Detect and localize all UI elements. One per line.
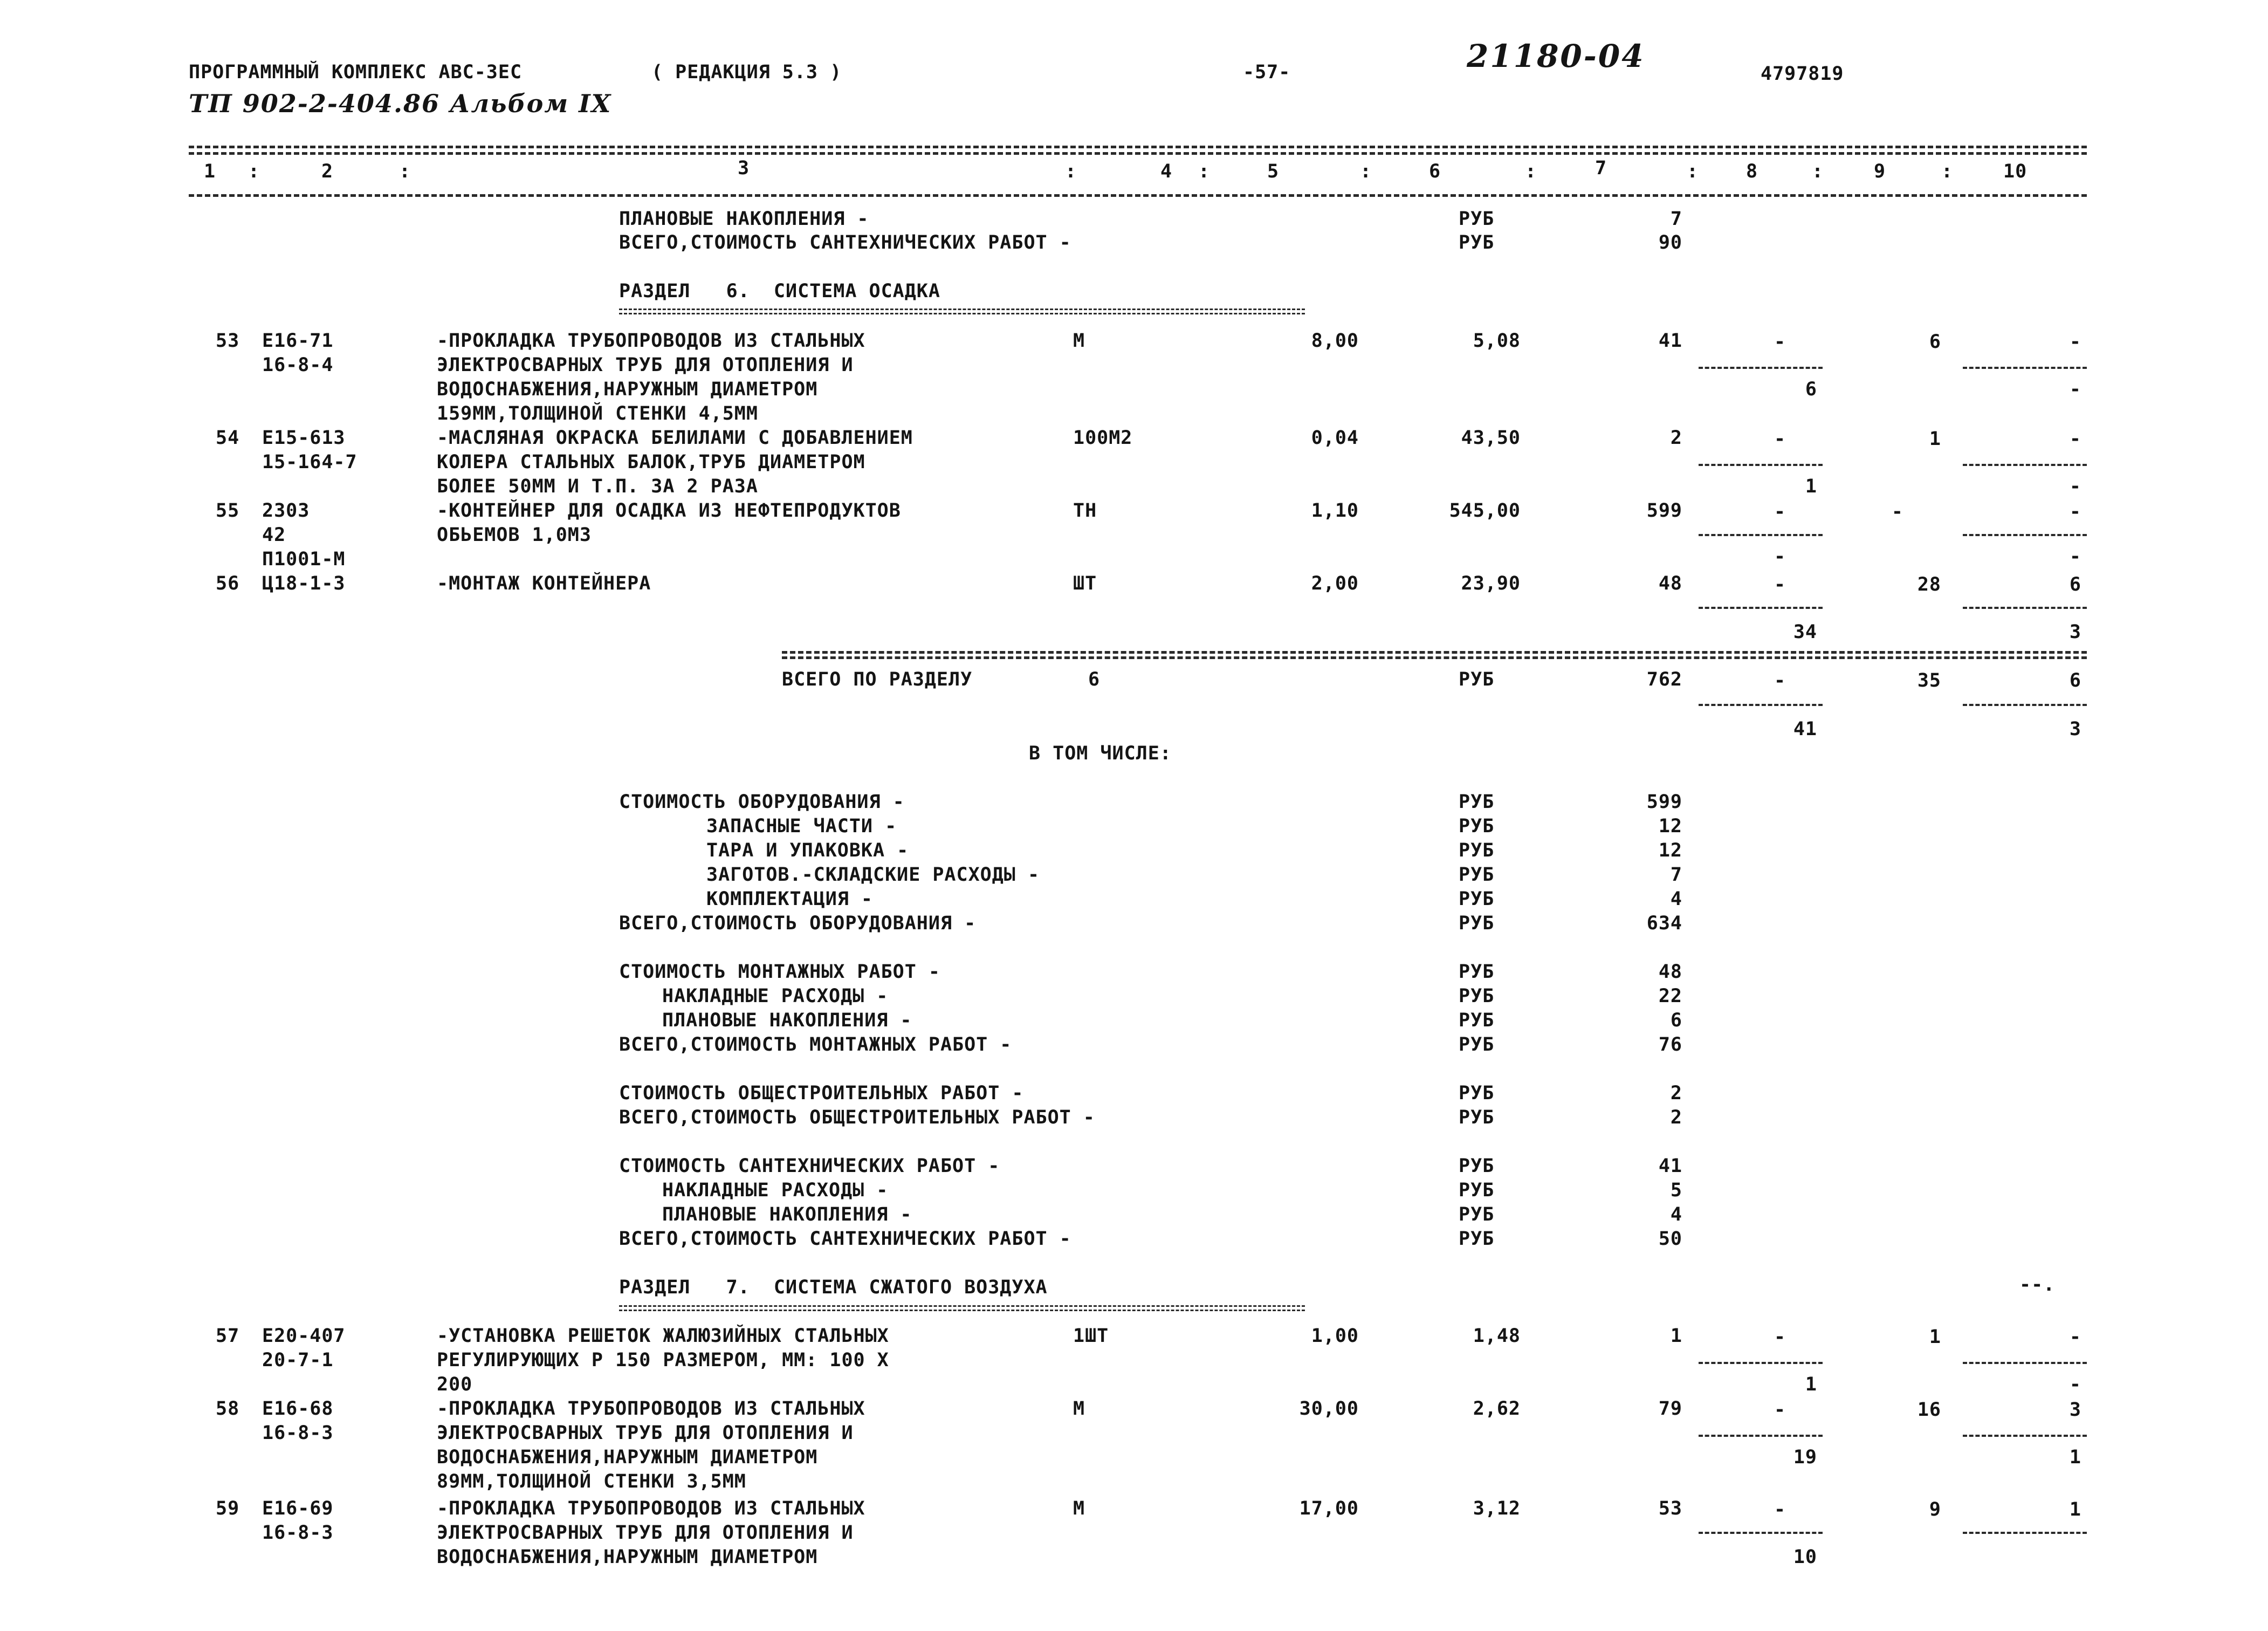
fraction-line [1963,1362,2087,1364]
section-total-value: 762 [1646,669,1682,690]
breakdown-label: НАКЛАДНЫЕ РАСХОДЫ - [662,985,889,1007]
col-sep: : [1065,161,1077,182]
c8-bot: 19 [1793,1447,1817,1468]
top-rule-2 [189,152,2087,155]
row-desc-line: ЭЛЕКТРОСВАРНЫХ ТРУБ ДЛЯ ОТОПЛЕНИЯ И [437,1422,854,1444]
row-ref: 15-164-7 [262,451,358,473]
row-code: Е15-613 [262,427,346,449]
breakdown-label: КОМПЛЕКТАЦИЯ - [706,888,874,910]
section-7-underline-2 [619,1310,1305,1311]
row-price: 43,50 [1461,427,1521,449]
carry-total-label: ВСЕГО,СТОИМОСТЬ САНТЕХНИЧЕСКИХ РАБОТ - [619,232,1071,253]
row-ref: П1001-М [262,549,346,570]
breakdown-value: 6 [1670,1010,1682,1031]
row-desc-line: -УСТАНОВКА РЕШЕТОК ЖАЛЮЗИЙНЫХ СТАЛЬНЫХ [437,1325,889,1347]
section-total-rule [782,651,2087,654]
row-qty: 17,00 [1299,1498,1359,1519]
c9: 9 [1929,1499,1941,1520]
col-sep: : [248,161,260,182]
row-desc-line: ОБЬЕМОВ 1,0М3 [437,524,592,546]
c10-bot: - [2069,379,2081,400]
breakdown-label: СТОИМОСТЬ ОБЩЕСТРОИТЕЛЬНЫХ РАБОТ - [619,1082,1024,1104]
row-total: 79 [1658,1398,1682,1420]
breakdown-label: СТОИМОСТЬ ОБОРУДОВАНИЯ - [619,791,905,813]
breakdown-label: ЗАГОТОВ.-СКЛАДСКИЕ РАСХОДЫ - [706,864,1040,886]
row-total: 599 [1646,500,1682,522]
row-ref: 16-8-4 [262,354,334,376]
row-total: 1 [1670,1325,1682,1347]
row-number: 56 [216,573,240,594]
row-number: 54 [216,427,240,449]
section-total-c9: 35 [1917,670,1941,691]
breakdown-label: СТОИМОСТЬ САНТЕХНИЧЕСКИХ РАБОТ - [619,1155,1000,1177]
breakdown-label: НАКЛАДНЫЕ РАСХОДЫ - [662,1180,889,1201]
fraction-line [1699,367,1823,369]
col-sep: : [399,161,411,182]
breakdown-value: 2 [1670,1107,1682,1128]
carry-total-value: 90 [1658,232,1682,253]
c10-top: - [2069,331,2081,353]
row-desc-line: -КОНТЕЙНЕР ДЛЯ ОСАДКА ИЗ НЕФТЕПРОДУКТОВ [437,500,901,522]
row-unit: 100М2 [1073,427,1133,449]
col-5: 5 [1267,161,1280,182]
fraction-line [1699,607,1823,609]
breakdown-unit: РУБ [1459,1107,1495,1128]
c8-bot: 10 [1793,1546,1817,1568]
fraction-line [1699,1362,1823,1364]
col-9: 9 [1874,161,1886,182]
breakdown-label: ПЛАНОВЫЕ НАКОПЛЕНИЯ - [662,1010,912,1031]
col-7: 7 [1595,157,1607,179]
c10-top: 3 [2069,1399,2081,1421]
breakdown-value: 50 [1658,1228,1682,1250]
breakdown-value: 4 [1670,1204,1682,1225]
row-price: 23,90 [1461,573,1521,594]
handwritten-code: 21180-04 [1467,38,1645,74]
breakdown-label: СТОИМОСТЬ МОНТАЖНЫХ РАБОТ - [619,961,940,983]
row-desc-line: 89ММ,ТОЛЩИНОЙ СТЕНКИ 3,5ММ [437,1471,746,1492]
c8-top: - [1774,428,1786,450]
c8-bot: - [1774,546,1786,567]
section-total-c8-top: - [1774,670,1786,691]
row-desc-line: -ПРОКЛАДКА ТРУБОПРОВОДОВ ИЗ СТАЛЬНЫХ [437,1398,865,1420]
row-unit: М [1073,1498,1085,1519]
section-total-label: ВСЕГО ПО РАЗДЕЛУ [782,669,973,690]
row-number: 53 [216,330,240,352]
row-desc-line: ВОДОСНАБЖЕНИЯ,НАРУЖНЫМ ДИАМЕТРОМ [437,1447,818,1468]
margin-mark: --. [2019,1274,2056,1296]
section-total-c10-top: 6 [2069,670,2081,691]
breakdown-unit: РУБ [1459,913,1495,934]
page-number: -57- [1243,61,1291,83]
breakdown-unit: РУБ [1459,1180,1495,1201]
top-rule [189,146,2087,148]
breakdown-unit: РУБ [1459,888,1495,910]
breakdown-value: 599 [1646,791,1682,813]
col-sep: : [1812,161,1824,182]
row-ref: 16-8-3 [262,1422,334,1444]
row-unit: ШТ [1073,573,1097,594]
header-bottom-rule [189,194,2087,197]
col-8: 8 [1746,161,1758,182]
breakdown-unit: РУБ [1459,1228,1495,1250]
col-6: 6 [1429,161,1441,182]
section-7-underline [619,1305,1305,1307]
fraction-line [1963,704,2087,706]
row-code: Ц18-1-3 [262,573,346,594]
row-total: 48 [1658,573,1682,594]
including-heading: В ТОМ ЧИСЛЕ: [1029,743,1172,764]
row-code: Е16-69 [262,1498,334,1519]
row-number: 58 [216,1398,240,1420]
col-sep: : [1198,161,1211,182]
row-qty: 1,10 [1311,500,1359,522]
col-sep: : [1525,161,1537,182]
fraction-line [1963,464,2087,466]
breakdown-label: ВСЕГО,СТОИМОСТЬ МОНТАЖНЫХ РАБОТ - [619,1034,1012,1056]
c8-top: - [1774,1399,1786,1421]
c9: 1 [1929,428,1941,450]
section-total-c10-bot: 3 [2069,718,2081,740]
breakdown-unit: РУБ [1459,1155,1495,1177]
section-7-title: РАЗДЕЛ 7. СИСТЕМА СЖАТОГО ВОЗДУХА [619,1277,1048,1298]
breakdown-value: 634 [1646,913,1682,934]
program-title: ПРОГРАММНЫЙ КОМПЛЕКС АВС-3ЕС [189,61,523,83]
row-desc-line: -ПРОКЛАДКА ТРУБОПРОВОДОВ ИЗ СТАЛЬНЫХ [437,330,865,352]
c10-top: - [2069,1326,2081,1348]
section-total-unit: РУБ [1459,669,1495,690]
row-code: Е16-71 [262,330,334,352]
col-10: 10 [2003,161,2028,182]
breakdown-unit: РУБ [1459,1010,1495,1031]
c8-top: - [1774,574,1786,595]
row-unit: ТН [1073,500,1097,522]
row-code: Е16-68 [262,1398,334,1420]
row-number: 59 [216,1498,240,1519]
breakdown-value: 48 [1658,961,1682,983]
breakdown-value: 4 [1670,888,1682,910]
row-qty: 0,04 [1311,427,1359,449]
row-qty: 30,00 [1299,1398,1359,1420]
breakdown-label: ВСЕГО,СТОИМОСТЬ САНТЕХНИЧЕСКИХ РАБОТ - [619,1228,1071,1250]
handwritten-album: ТП 902-2-404.86 Альбом IX [189,89,612,118]
row-desc-line: ВОДОСНАБЖЕНИЯ,НАРУЖНЫМ ДИАМЕТРОМ [437,379,818,400]
carry-planned-unit: РУБ [1459,208,1495,230]
breakdown-value: 2 [1670,1082,1682,1104]
fraction-line [1699,534,1823,536]
row-unit: М [1073,330,1085,352]
c9: 28 [1917,574,1941,595]
breakdown-label: ПЛАНОВЫЕ НАКОПЛЕНИЯ - [662,1204,912,1225]
fraction-line [1963,607,2087,609]
row-code: 2303 [262,500,310,522]
doc-number: 4797819 [1761,63,1844,85]
row-unit: 1ШТ [1073,1325,1109,1347]
col-1: 1 [204,161,216,182]
carry-total-unit: РУБ [1459,232,1495,253]
breakdown-value: 5 [1670,1180,1682,1201]
c10-top: - [2069,428,2081,450]
fraction-line [1963,1532,2087,1534]
fraction-line [1963,367,2087,369]
section-6-underline-2 [619,313,1305,314]
c8-top: - [1774,1326,1786,1348]
c10-bot: 3 [2069,621,2081,643]
row-desc-line: 159ММ,ТОЛЩИНОЙ СТЕНКИ 4,5ММ [437,403,758,424]
c8-top: - [1774,331,1786,353]
carry-planned-value: 7 [1670,208,1682,230]
c10-bot: - [2069,546,2081,567]
row-qty: 1,00 [1311,1325,1359,1347]
c8-bot: 34 [1793,621,1817,643]
breakdown-value: 22 [1658,985,1682,1007]
c10-top: 6 [2069,574,2081,595]
row-desc-line: ЭЛЕКТРОСВАРНЫХ ТРУБ ДЛЯ ОТОПЛЕНИЯ И [437,1522,854,1544]
breakdown-unit: РУБ [1459,985,1495,1007]
row-code-2: 42 [262,524,286,546]
breakdown-value: 12 [1658,816,1682,837]
row-price: 2,62 [1473,1398,1521,1420]
row-ref: 16-8-3 [262,1522,334,1544]
col-4: 4 [1160,161,1173,182]
c9: 6 [1929,331,1941,353]
breakdown-unit: РУБ [1459,1082,1495,1104]
fraction-line [1963,534,2087,536]
breakdown-value: 41 [1658,1155,1682,1177]
fraction-line [1699,704,1823,706]
c9: 16 [1917,1399,1941,1421]
fraction-line [1699,1435,1823,1437]
edition-label: ( РЕДАКЦИЯ 5.3 ) [651,61,842,83]
breakdown-unit: РУБ [1459,864,1495,886]
row-number: 55 [216,500,240,522]
c9: 1 [1929,1326,1941,1348]
fraction-line [1699,464,1823,466]
breakdown-unit: РУБ [1459,1204,1495,1225]
breakdown-label: ВСЕГО,СТОИМОСТЬ ОБОРУДОВАНИЯ - [619,913,977,934]
row-total: 53 [1658,1498,1682,1519]
row-ref: 20-7-1 [262,1349,334,1371]
section-6-underline [619,309,1305,310]
row-desc-line: ВОДОСНАБЖЕНИЯ,НАРУЖНЫМ ДИАМЕТРОМ [437,1546,818,1568]
row-price: 3,12 [1473,1498,1521,1519]
c10-top: - [2069,501,2081,523]
carry-planned-label: ПЛАНОВЫЕ НАКОПЛЕНИЯ - [619,208,869,230]
section-6-title: РАЗДЕЛ 6. СИСТЕМА ОСАДКА [619,280,940,302]
row-price: 545,00 [1449,500,1521,522]
breakdown-label: ЗАПАСНЫЕ ЧАСТИ - [706,816,897,837]
breakdown-unit: РУБ [1459,816,1495,837]
c10-bot: 1 [2069,1447,2081,1468]
row-desc-line: РЕГУЛИРУЮЩИХ Р 150 РАЗМЕРОМ, ММ: 100 Х [437,1349,889,1371]
row-desc-line: ЭЛЕКТРОСВАРНЫХ ТРУБ ДЛЯ ОТОПЛЕНИЯ И [437,354,854,376]
fraction-line [1699,1532,1823,1534]
row-desc-line: -МАСЛЯНАЯ ОКРАСКА БЕЛИЛАМИ С ДОБАВЛЕНИЕМ [437,427,913,449]
col-3: 3 [738,157,750,179]
col-sep: : [1687,161,1699,182]
row-qty: 2,00 [1311,573,1359,594]
breakdown-label: ТАРА И УПАКОВКА - [706,840,909,861]
section-total-c8-bot: 41 [1793,718,1817,740]
col-2: 2 [321,161,334,182]
fraction-line [1963,1435,2087,1437]
breakdown-unit: РУБ [1459,791,1495,813]
row-unit: М [1073,1398,1085,1420]
breakdown-unit: РУБ [1459,840,1495,861]
breakdown-value: 76 [1658,1034,1682,1056]
c8-bot: 1 [1805,1374,1817,1395]
section-total-rule-2 [782,656,2087,659]
row-qty: 8,00 [1311,330,1359,352]
breakdown-label: ВСЕГО,СТОИМОСТЬ ОБЩЕСТРОИТЕЛЬНЫХ РАБОТ - [619,1107,1095,1128]
c10-top: 1 [2069,1499,2081,1520]
row-price: 1,48 [1473,1325,1521,1347]
c8-bot: 1 [1805,476,1817,497]
c8-top: - [1774,1499,1786,1520]
row-desc-line: БОЛЕЕ 50ММ И Т.П. ЗА 2 РАЗА [437,476,758,497]
c10-bot: - [2069,476,2081,497]
row-code: Е20-407 [262,1325,346,1347]
c8-top: - [1774,501,1786,523]
row-total: 2 [1670,427,1682,449]
row-price: 5,08 [1473,330,1521,352]
col-sep: : [1360,161,1372,182]
row-desc-line: КОЛЕРА СТАЛЬНЫХ БАЛОК,ТРУБ ДИАМЕТРОМ [437,451,865,473]
breakdown-unit: РУБ [1459,961,1495,983]
breakdown-value: 7 [1670,864,1682,886]
breakdown-unit: РУБ [1459,1034,1495,1056]
row-desc-line: 200 [437,1374,473,1395]
row-desc-line: -МОНТАЖ КОНТЕЙНЕРА [437,573,651,594]
c8-bot: 6 [1805,379,1817,400]
c10-bot: - [2069,1374,2081,1395]
section-total-section: 6 [1088,669,1101,690]
col-sep: : [1941,161,1954,182]
c9: - [1891,501,1903,523]
row-total: 41 [1658,330,1682,352]
row-desc-line: -ПРОКЛАДКА ТРУБОПРОВОДОВ ИЗ СТАЛЬНЫХ [437,1498,865,1519]
breakdown-value: 12 [1658,840,1682,861]
row-number: 57 [216,1325,240,1347]
